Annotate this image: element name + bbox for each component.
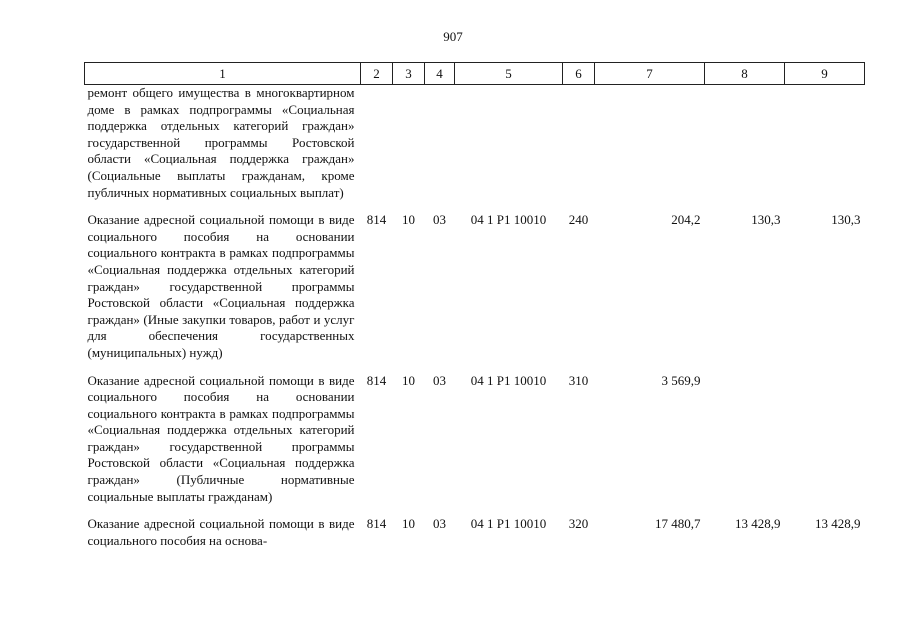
column-header-8: 8	[705, 63, 785, 85]
column-header-1: 1	[85, 63, 361, 85]
cell-section-code: 10	[402, 372, 415, 388]
cell-target-article	[455, 85, 563, 208]
cell-subsection-code: 03	[433, 372, 446, 388]
cell-ministry-code: 814	[366, 516, 387, 532]
column-header-4: 4	[425, 63, 455, 85]
cell-amount-year3	[785, 368, 865, 512]
cell-section-code: 10	[402, 516, 415, 532]
cell-amount-year2: 13 428,9	[735, 516, 781, 532]
cell-subsection-code: 03	[433, 516, 446, 532]
cell-ministry-code: 814	[366, 212, 387, 228]
row-description: Оказание адресной социальной помощи в виде социального пособия на основании социального контракта в рамках подпрограммы «Социальная поддержка отдельных категорий граждан» государственной программы Ростовской области «Социальная поддержка граждан» (Иные закупки товаров, работ и услуг для обеспечения государственных (муниципальных) нужд)	[87, 212, 355, 360]
table-row	[85, 368, 865, 512]
cell-amount-year2	[705, 368, 785, 512]
row-description-text: Оказание адресной социальной помощи в виде социального пособия на основа-	[87, 516, 355, 548]
cell-target-article: 04 1 Р1 10010	[470, 212, 547, 228]
row-description: ремонт общего имущества в многоквартирном доме в рамках подпрограммы «Социальная поддержка отдельных категорий граждан» государственной программы Ростовской области «Социальная поддержка граждан» (Социальные выплаты гражданам, кроме публичных нормативных социальных выплат)	[87, 85, 355, 200]
row-description	[85, 511, 361, 551]
cell-amount-year1: 3 569,9	[661, 372, 701, 388]
cell-expense-type: 320	[568, 516, 589, 532]
column-header-7: 7	[595, 63, 705, 85]
cell-section-code: 10	[402, 212, 415, 228]
cell-amount-year3: 130,3	[831, 212, 861, 228]
cell-target-article: 04 1 Р1 10010	[470, 372, 547, 388]
page-number: 907	[443, 29, 463, 44]
column-header-3: 3	[393, 63, 425, 85]
cell-ministry-code	[361, 85, 393, 208]
cell-expense-type: 310	[568, 372, 589, 388]
cell-amount-year1: 204,2	[671, 212, 701, 228]
column-header-6: 6	[563, 63, 595, 85]
cell-ministry-code: 814	[366, 372, 387, 388]
budget-table	[84, 62, 865, 551]
table-row	[85, 511, 865, 551]
table-row	[85, 207, 865, 367]
cell-amount-year2: 130,3	[751, 212, 781, 228]
cell-amount-year3	[785, 85, 865, 208]
column-header-2: 2	[361, 63, 393, 85]
cell-target-article: 04 1 Р1 10010	[470, 516, 547, 532]
column-header-5: 5	[455, 63, 563, 85]
cell-amount-year1: 17 480,7	[655, 516, 701, 532]
table-row	[85, 85, 865, 208]
cell-expense-type: 240	[568, 212, 589, 228]
cell-amount-year1	[595, 85, 705, 208]
cell-expense-type	[563, 85, 595, 208]
cell-subsection-code	[425, 85, 455, 208]
row-description: Оказание адресной социальной помощи в виде социального пособия на основании социального контракта в рамках подпрограммы «Социальная поддержка отдельных категорий граждан» государственной программы Ростовской области «Социальная поддержка граждан» (Публичные нормативные социальные выплаты гражданам)	[87, 372, 355, 504]
cell-amount-year2	[705, 85, 785, 208]
cell-subsection-code: 03	[433, 212, 446, 228]
cell-amount-year3: 13 428,9	[815, 516, 861, 532]
header-row	[85, 63, 865, 85]
cell-section-code	[393, 85, 425, 208]
column-header-9: 9	[785, 63, 865, 85]
